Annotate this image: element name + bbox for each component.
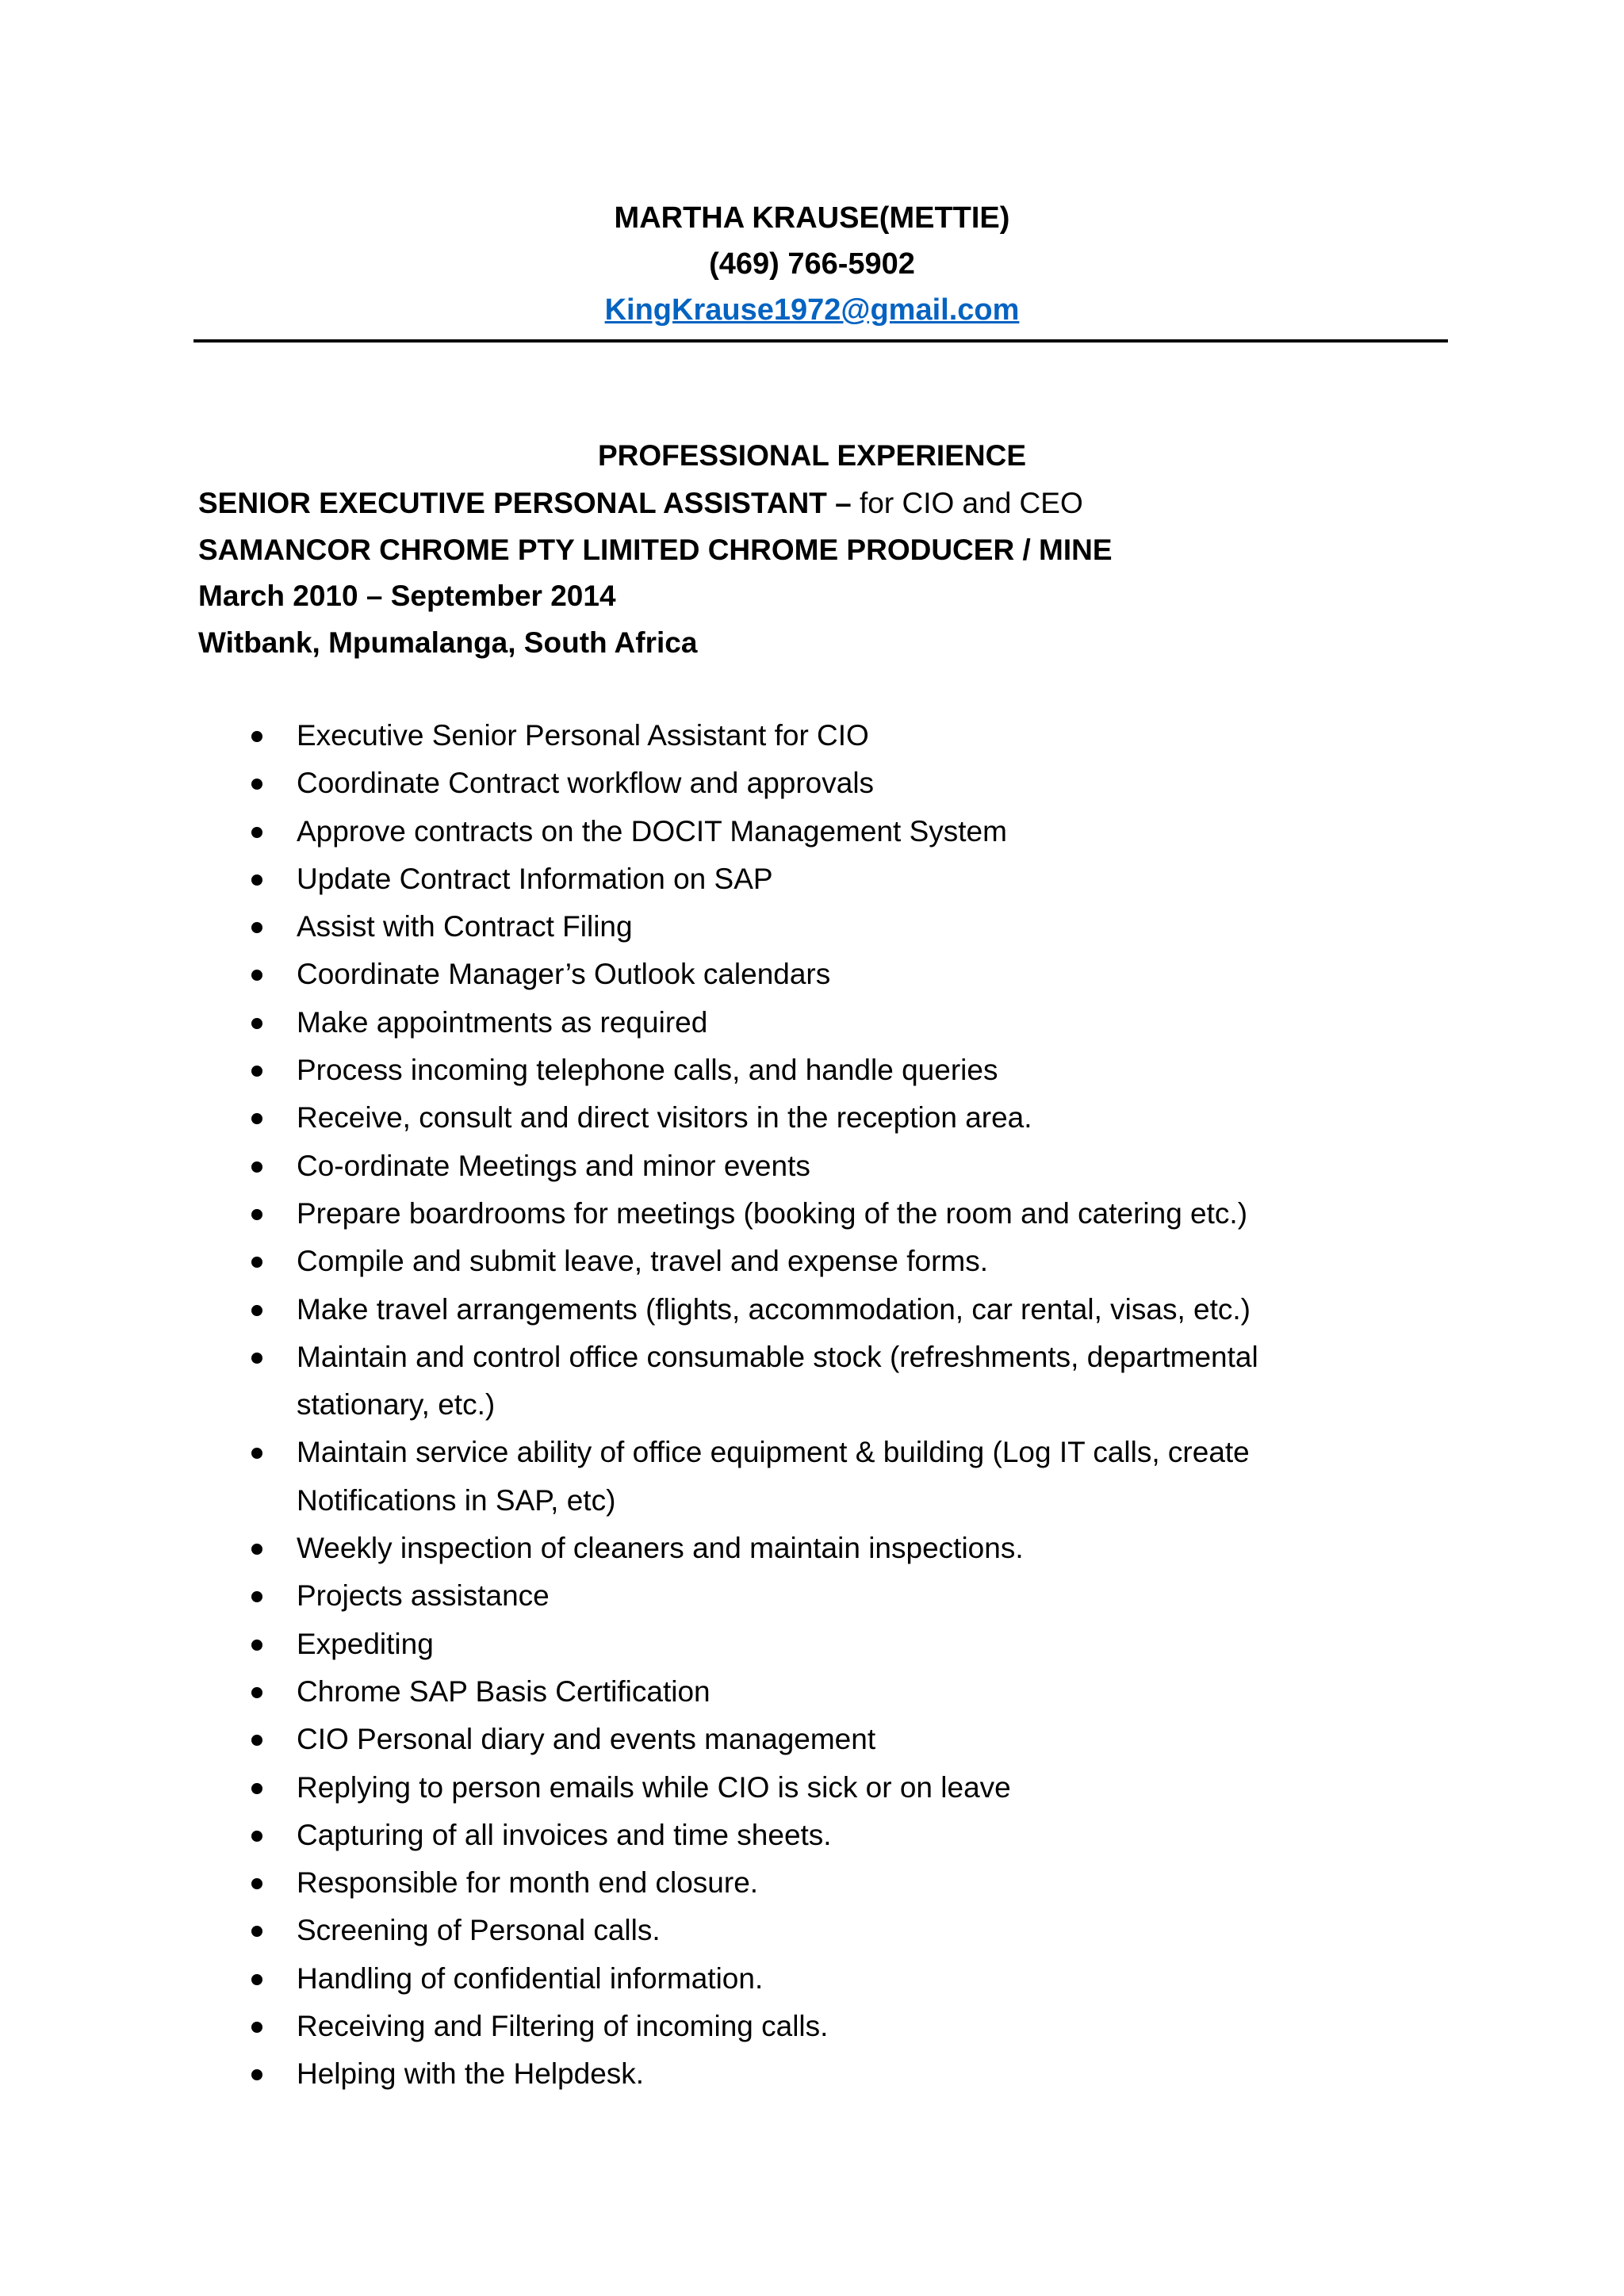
list-item xyxy=(0,1955,1364,2003)
list-item xyxy=(0,1094,1364,1142)
bullet-icon xyxy=(251,1066,262,1077)
list-item xyxy=(0,808,1364,855)
list-item xyxy=(0,1764,1364,1812)
duties-list xyxy=(0,712,1364,2099)
list-item xyxy=(0,2050,1364,2098)
job-title: SENIOR EXECUTIVE PERSONAL ASSISTANT – xyxy=(198,487,852,519)
duty-text: Replying to person emails while CIO is sick or on leave xyxy=(297,1770,1011,1804)
duty-text: Make appointments as required xyxy=(297,1005,708,1039)
list-item xyxy=(0,1286,1364,1334)
duty-text: CIO Personal diary and events management xyxy=(297,1723,876,1756)
duty-text: Expediting xyxy=(297,1627,434,1660)
duty-text: Weekly inspection of cleaners and maintain inspections. xyxy=(297,1532,1024,1565)
list-item xyxy=(0,2003,1364,2050)
duty-text: Co-ordinate Meetings and minor events xyxy=(297,1149,810,1182)
phone-number: (469) 766-5902 xyxy=(709,247,915,281)
duty-text: Receive, consult and direct visitors in the reception area. xyxy=(297,1101,1032,1135)
duty-text: Projects assistance xyxy=(297,1579,550,1613)
bullet-icon xyxy=(251,779,262,790)
list-item xyxy=(0,1859,1364,1907)
list-item xyxy=(0,1572,1364,1620)
list-item xyxy=(0,1716,1364,1763)
list-item xyxy=(0,1907,1364,1954)
list-item xyxy=(0,1429,1364,1525)
list-item xyxy=(0,999,1364,1047)
company-name: SAMANCOR CHROME PTY LIMITED CHROME PRODUCER / MINE xyxy=(198,533,1113,566)
bullet-icon xyxy=(251,1926,262,1937)
list-item xyxy=(0,951,1364,998)
duty-text: Executive Senior Personal Assistant for CIO xyxy=(297,719,869,752)
contact-header xyxy=(0,195,1624,333)
bullet-icon xyxy=(251,1687,262,1698)
bullet-icon xyxy=(251,1305,262,1316)
bullet-icon xyxy=(251,2022,262,2033)
list-item xyxy=(0,1142,1364,1190)
duty-text: Maintain service ability of office equipment & building (Log IT calls, create Notifications in SAP, etc) xyxy=(297,1436,1250,1517)
bullet-icon xyxy=(251,1113,262,1124)
bullet-icon xyxy=(251,1783,262,1794)
bullet-icon xyxy=(251,731,262,742)
email-link[interactable]: KingKrause1972@gmail.com xyxy=(604,293,1020,327)
duty-text: Handling of confidential information. xyxy=(297,1961,764,1995)
duty-text: Helping with the Helpdesk. xyxy=(297,2057,645,2091)
duty-text: Process incoming telephone calls, and handle queries xyxy=(297,1054,998,1087)
job-location: Witbank, Mpumalanga, South Africa xyxy=(198,626,698,659)
bullet-icon xyxy=(251,922,262,933)
bullet-icon xyxy=(251,827,262,838)
bullet-icon xyxy=(251,1974,262,1985)
list-item xyxy=(0,1047,1364,1094)
list-item xyxy=(0,1668,1364,1716)
duty-text: Responsible for month end closure. xyxy=(297,1866,759,1900)
duty-text: Coordinate Contract workflow and approvals xyxy=(297,767,875,800)
duty-text: Capturing of all invoices and time sheets. xyxy=(297,1818,832,1851)
duty-text: Coordinate Manager’s Outlook calendars xyxy=(297,958,831,991)
job-title-suffix: for CIO and CEO xyxy=(851,487,1083,519)
duty-text: Compile and submit leave, travel and expense forms. xyxy=(297,1245,988,1278)
job-details xyxy=(198,480,1113,666)
bullet-icon xyxy=(251,1257,262,1268)
list-item xyxy=(0,1334,1364,1429)
bullet-icon xyxy=(251,1161,262,1173)
bullet-icon xyxy=(251,1591,262,1602)
duty-text: Make travel arrangements (flights, accommodation, car rental, visas, etc.) xyxy=(297,1292,1251,1326)
section-title: PROFESSIONAL EXPERIENCE xyxy=(597,439,1027,472)
duty-text: Update Contract Information on SAP xyxy=(297,862,773,895)
list-item xyxy=(0,1525,1364,1572)
list-item xyxy=(0,1812,1364,1859)
bullet-icon xyxy=(251,1209,262,1220)
duty-text: Chrome SAP Basis Certification xyxy=(297,1674,710,1708)
duty-text: Maintain and control office consumable stock (refreshments, departmental stationary, etc.) xyxy=(297,1340,1258,1422)
duty-text: Assist with Contract Filing xyxy=(297,910,633,943)
bullet-icon xyxy=(251,1448,262,1459)
duty-text: Screening of Personal calls. xyxy=(297,1914,661,1947)
list-item xyxy=(0,1621,1364,1668)
bullet-icon xyxy=(251,1018,262,1029)
bullet-icon xyxy=(251,874,262,886)
list-item xyxy=(0,1190,1364,1238)
bullet-icon xyxy=(251,1640,262,1651)
header-divider xyxy=(193,339,1448,342)
duty-text: Prepare boardrooms for meetings (booking of the room and catering etc.) xyxy=(297,1196,1248,1230)
candidate-name: MARTHA KRAUSE(METTIE) xyxy=(614,201,1010,235)
bullet-icon xyxy=(251,2069,262,2080)
bullet-icon xyxy=(251,1878,262,1889)
bullet-icon xyxy=(251,1735,262,1746)
list-item xyxy=(0,903,1364,951)
employment-dates: March 2010 – September 2014 xyxy=(198,580,616,612)
bullet-icon xyxy=(251,1831,262,1842)
list-item xyxy=(0,1238,1364,1285)
bullet-icon xyxy=(251,1544,262,1555)
bullet-icon xyxy=(251,970,262,981)
list-item xyxy=(0,855,1364,903)
duty-text: Approve contracts on the DOCIT Management System xyxy=(297,814,1007,848)
list-item xyxy=(0,712,1364,760)
bullet-icon xyxy=(251,1353,262,1364)
list-item xyxy=(0,760,1364,807)
duty-text: Receiving and Filtering of incoming calls. xyxy=(297,2010,829,2043)
job-title-line xyxy=(198,480,1113,527)
